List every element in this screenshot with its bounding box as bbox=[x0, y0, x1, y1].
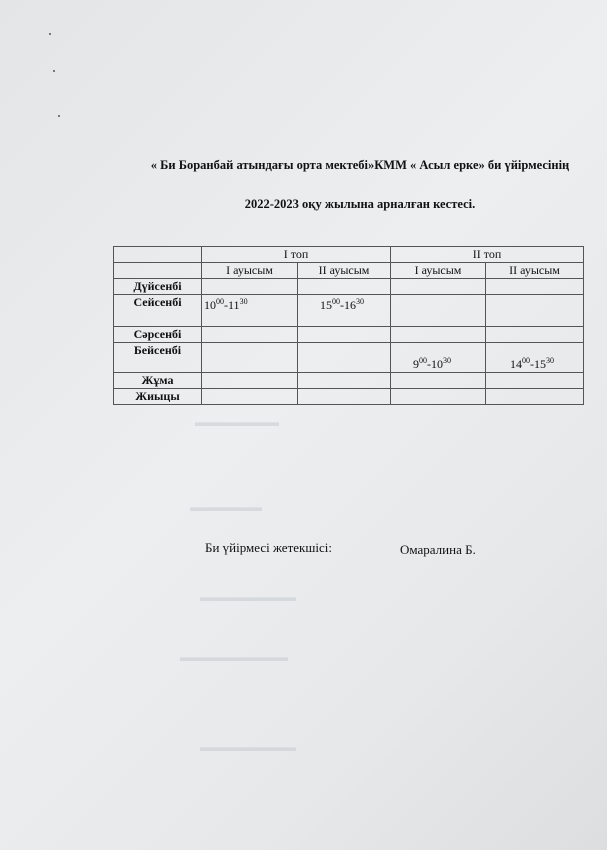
table-cell bbox=[391, 279, 486, 295]
show-through-text: ▬▬▬▬▬▬▬▬ bbox=[200, 590, 296, 604]
time-cell: $15^{00}-16^{30}$ bbox=[298, 295, 391, 327]
group-header: II топ bbox=[391, 247, 584, 263]
table-cell bbox=[298, 373, 391, 389]
table-cell bbox=[391, 327, 486, 343]
table-cell bbox=[202, 279, 298, 295]
show-through-text: ▬▬▬▬▬▬▬▬▬ bbox=[180, 650, 288, 664]
table-row bbox=[114, 343, 584, 373]
shift-header: I ауысым bbox=[202, 263, 298, 279]
table-cell bbox=[486, 373, 584, 389]
day-label: Дүйсенбі bbox=[114, 279, 202, 295]
shift-header: II ауысым bbox=[486, 263, 584, 279]
day-label: Сейсенбі bbox=[114, 295, 202, 327]
table-cell bbox=[391, 295, 486, 327]
table-row bbox=[114, 247, 584, 263]
table-cell bbox=[486, 389, 584, 405]
day-label: Бейсенбі bbox=[114, 343, 202, 373]
table-cell bbox=[202, 327, 298, 343]
table-cell bbox=[486, 295, 584, 327]
day-label: Сәрсенбі bbox=[114, 327, 202, 343]
shift-header: I ауысым bbox=[391, 263, 486, 279]
paper-speck bbox=[49, 33, 51, 35]
table-cell bbox=[486, 327, 584, 343]
leader-label: Би үйірмесі жетекшісі: bbox=[205, 540, 332, 555]
table-row bbox=[114, 263, 584, 279]
paper-speck bbox=[53, 70, 55, 72]
leader-name: Омаралина Б. bbox=[400, 542, 476, 557]
table-row bbox=[114, 373, 584, 389]
shift-header: II ауысым bbox=[298, 263, 391, 279]
time-cell: $10^{00}-11^{30}$ bbox=[202, 295, 298, 327]
table-cell bbox=[391, 389, 486, 405]
document-title: « Би Боранбай атындағы орта мектебі»КММ « Асыл ерке» би үйірмесінің bbox=[150, 158, 570, 172]
paper-speck bbox=[58, 115, 60, 117]
group-header: I топ bbox=[202, 247, 391, 263]
table-cell bbox=[391, 373, 486, 389]
table-cell bbox=[298, 327, 391, 343]
document-subtitle: 2022-2023 оқу жылына арналған кестесі. bbox=[244, 197, 476, 211]
time-cell: $14^{00}-15^{30}$ bbox=[486, 343, 584, 373]
table-cell bbox=[202, 389, 298, 405]
table-cell bbox=[486, 279, 584, 295]
show-through-text: ▬▬▬▬▬▬ bbox=[190, 500, 262, 514]
table-cell bbox=[114, 263, 202, 279]
table-cell bbox=[298, 343, 391, 373]
table-cell bbox=[298, 389, 391, 405]
table-row bbox=[114, 279, 584, 295]
table-cell bbox=[298, 279, 391, 295]
day-label: Жиыцы bbox=[114, 389, 202, 405]
table-row bbox=[114, 389, 584, 405]
table-cell bbox=[202, 343, 298, 373]
table-row bbox=[114, 327, 584, 343]
day-label: Жұма bbox=[114, 373, 202, 389]
table-cell bbox=[202, 373, 298, 389]
schedule-table bbox=[113, 246, 584, 405]
time-cell: $9^{00}-10^{30}$ bbox=[391, 343, 486, 373]
table-cell bbox=[114, 247, 202, 263]
table-row bbox=[114, 295, 584, 327]
show-through-text: ▬▬▬▬▬▬▬ bbox=[195, 415, 279, 429]
show-through-text: ▬▬▬▬▬▬▬▬ bbox=[200, 740, 296, 754]
